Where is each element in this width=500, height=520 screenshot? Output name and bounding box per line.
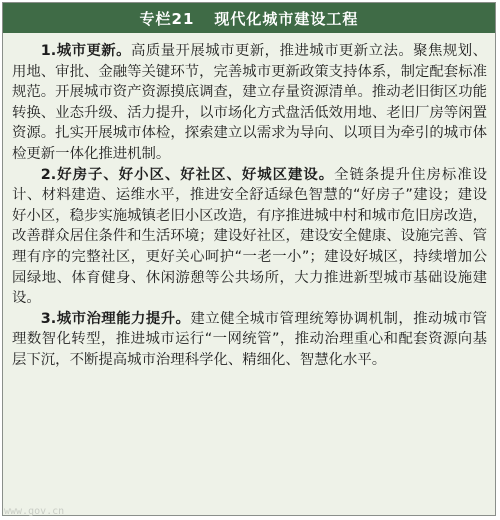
section-text: 全链条提升住房标准设计、材料建造、运维水平，推进安全舒适绿色智慧的“好房子”建设；建设好小区，稳步实施城镇老旧小区改造，有序推进城中村和城市危旧房改造，改善群众居住条件和生活环境；建设好社区，建设安全健康、设施完善、管理有序的完整社区，更好关心呵护“一老一小”；建设好城区，持续增加公园绿地、体育健身、休闲游憩等公共场所，大力推进新型城市基础设施建设。 bbox=[12, 166, 487, 307]
section-heading: 3.城市治理能力提升。 bbox=[40, 310, 191, 327]
section-good-housing bbox=[12, 165, 487, 309]
column-title: 现代化城市建设工程 bbox=[214, 9, 359, 28]
section-heading: 1.城市更新。 bbox=[40, 43, 131, 59]
watermark: www.gov.cn bbox=[4, 506, 65, 517]
section-text: 建立健全城市管理统筹协调机制，推动城市管理数智化转型，推进城市运行“一网统管”，推动治理重心和配套资源向基层下沉，不断提高城市治理科学化、精细化、智慧化水平。 bbox=[12, 310, 487, 368]
section-urban-renewal bbox=[12, 41, 487, 165]
column-number: 专栏21 bbox=[139, 9, 195, 28]
section-heading: 2.好房子、好小区、好社区、好城区建设。 bbox=[40, 166, 335, 183]
column-body bbox=[3, 33, 495, 371]
column-box bbox=[2, 2, 496, 516]
section-text: 高质量开展城市更新，推进城市更新立法。聚焦规划、用地、审批、金融等关键环节，完善城市更新政策支持体系，制定配套标准规范。开展城市资产资源摸底调查，建立存量资源清单。推动老旧街区功能转换、业态升级、活力提升，以市场化方式盘活低效用地、老旧厂房等闲置资源。扎实开展城市体检，探索建立以需求为导向、以项目为牵引的城市体检更新一体化推进机制。 bbox=[12, 43, 487, 162]
section-urban-governance bbox=[12, 309, 487, 371]
column-title-bar bbox=[3, 3, 495, 33]
